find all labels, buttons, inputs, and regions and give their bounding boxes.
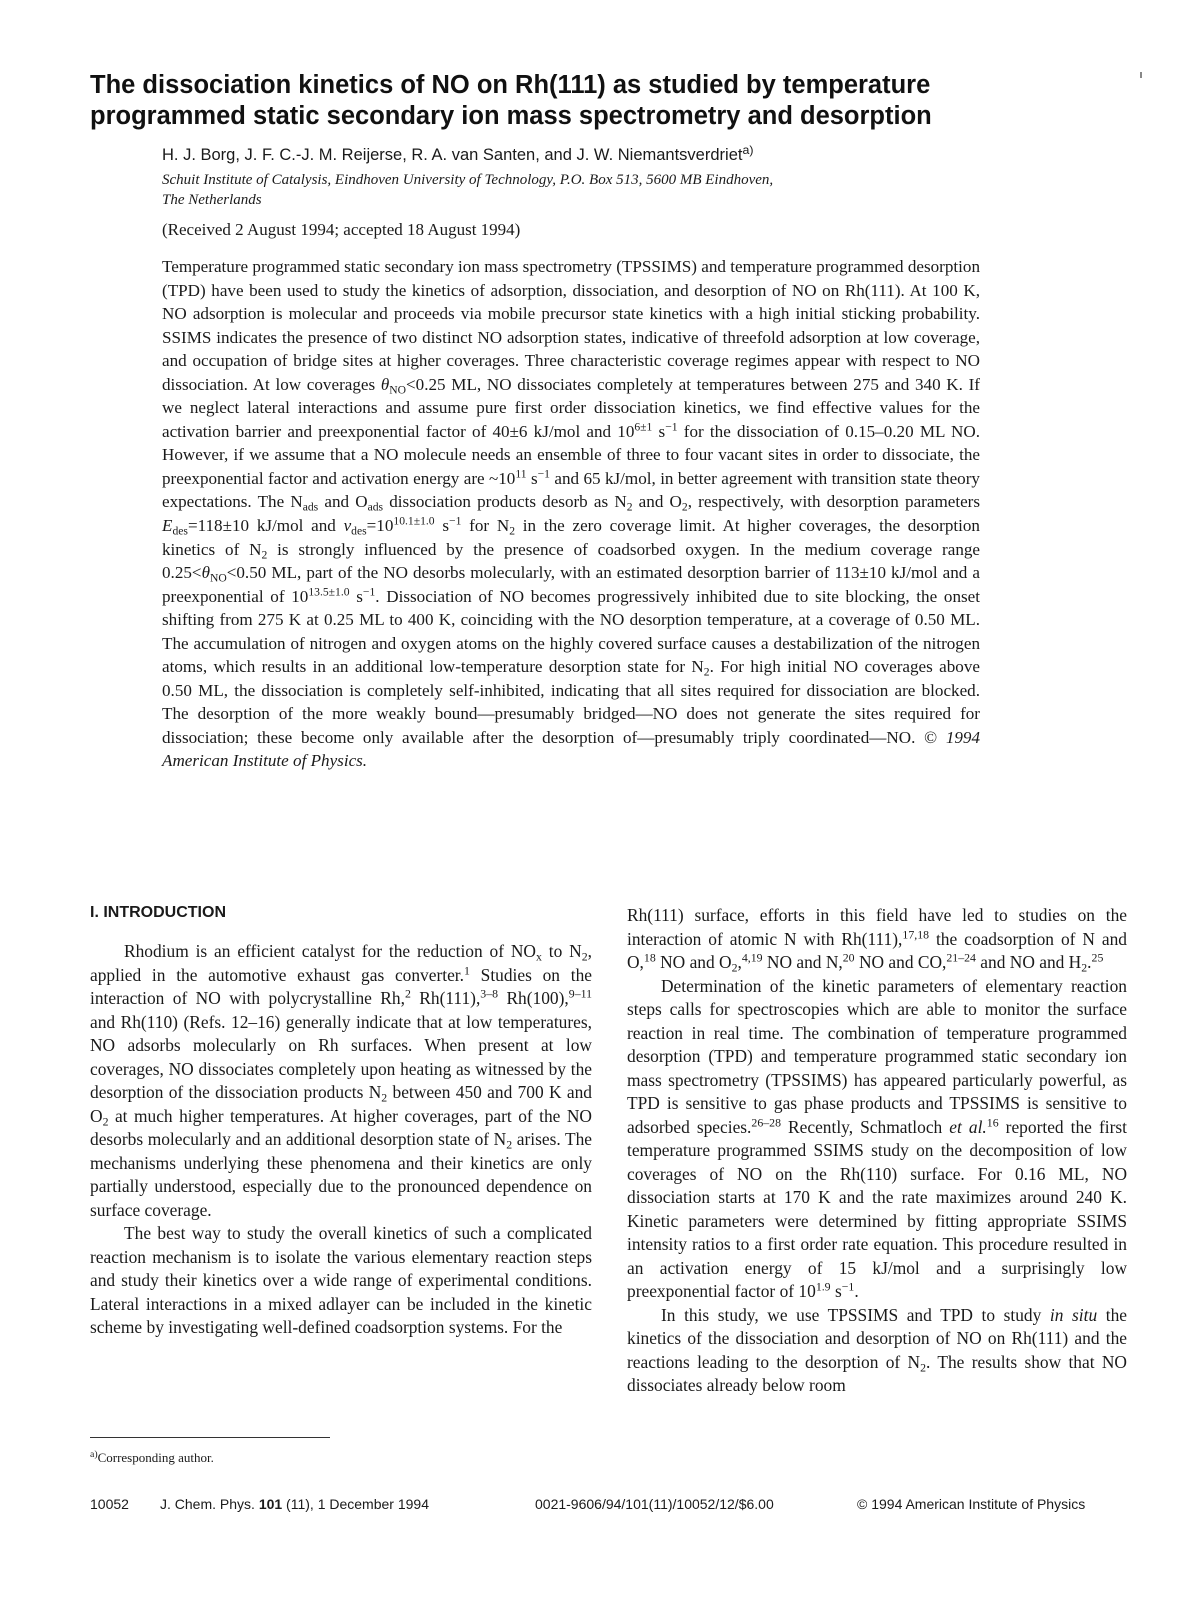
footnote [90, 1450, 214, 1466]
intro-paragraph-1: Rhodium is an efficient catalyst for the reduction of $NO_x$ to $N_2$, applied in the automotive exhaust gas converter.$^1$ Studies on the interaction of NO with polycrystalline Rh,$^2$ Rh(111),$^{3-8}$ Rh(100),$^{9-11}$ and Rh(110) (Refs. 12–16) generally indicate that at low temperatures, NO adsorbs molecularly on Rh surfaces. When present at low coverages, NO dissociates completely upon heating as witnessed by the desorption of the dissociation products $N_2$ between 450 and 700 K and $O_2$ at much higher temperatures. At higher coverages, part of the NO desorbs molecularly and an additional desorption state of $N_2$ arises. The mechanisms underlying these phenomena and their kinetics are only partially understood, especially due to the pronounced dependence on surface coverage. [90, 941, 592, 1220]
scan-mark [1140, 72, 1142, 78]
footer-copyright: © 1994 American Institute of Physics [857, 1496, 1086, 1512]
journal-citation: J. Chem. Phys. 101 (11), 1 December 1994 [160, 1496, 429, 1512]
author-list [162, 142, 754, 165]
footnote-mark: a) [90, 1449, 98, 1461]
intro-paragraph-5: In this study, we use TPSSIMS and TPD to study in situ the kinetics of the dissociation and desorption of NO on Rh(111) and the reactions leading to the desorption of $N_2$. The results show that NO dissociates already below room [627, 1304, 1127, 1395]
page-number: 10052 [90, 1496, 129, 1512]
intro-paragraph-2: The best way to study the overall kinetics of such a complicated reaction mechanism is to isolate the various elementary reaction steps and study their kinetics over a wide range of experimental conditions. Lateral interactions in a mixed adlayer can be included in the kinetic scheme by investigating well-defined coadsorption systems. For the [90, 1223, 592, 1337]
intro-column-right [627, 904, 1127, 1398]
abstract-copyright: 1994 American Institute of Physics. [162, 727, 980, 771]
section-heading-introduction: I. INTRODUCTION [90, 904, 226, 921]
author-footnote-mark: a) [742, 142, 754, 157]
affiliation [162, 170, 962, 210]
article-code: 0021-9606/94/101(11)/10052/12/$6.00 [535, 1496, 774, 1512]
affiliation-line-1: Schuit Institute of Catalysis, Eindhoven University of Technology, P.O. Box 513, 5600 MB Eindhoven, [162, 172, 774, 188]
received-date: (Received 2 August 1994; accepted 18 August 1994) [162, 220, 521, 239]
title-line-1: The dissociation kinetics of NO on Rh(111) as studied by temperature [90, 71, 931, 99]
abstract: Temperature programmed static secondary ion mass spectrometry (TPSSIMS) and temperature programmed desorption (TPD) have been used to study the kinetics of adsorption, dissociation, and desorption of NO on Rh(111). At 100 K, NO adsorption is molecular and proceeds via mobile precursor state kinetics with a high initial sticking probability. SSIMS indicates the presence of two distinct NO adsorption states, indicative of threefold adsorption at low coverage, and occupation of bridge sites at higher coverages. Three characteristic coverage regimes appear with respect to NO dissociation. At low coverages $\theta_{NO}<0.25$ ML, NO dissociates completely at temperatures between 275 and 340 K. If we neglect lateral interactions and assume pure first order dissociation kinetics, we find effective values for the activation barrier and preexponential factor of 40±6 kJ/mol and $10^{6\pm 1}$ $s^{-1}$ for the dissociation of 0.15–0.20 ML NO. However, if we assume that a NO molecule needs an ensemble of three to four vacant sites in order to dissociate, the preexponential factor and activation energy are $\sim 10^{11}$ $s^{-1}$ and 65 kJ/mol, in better agreement with transition state theory expectations. The $N_{ads}$ and $O_{ads}$ dissociation products desorb as $N_2$ and $O_2$, respectively, with desorption parameters $E_{des}=118\pm 10$ kJ/mol and $\nu_{des}=10^{10.1\pm 1.0}$ $s^{-1}$ for $N_2$ in the zero coverage limit. At higher coverages, the desorption kinetics of $N_2$ is strongly influenced by the presence of coadsorbed oxygen. In the medium coverage range $0.25<\theta_{NO}<0.50$ ML, part of the NO desorbs molecularly, with an estimated desorption barrier of 113±10 kJ/mol and a preexponential of $10^{13.5\pm 1.0}$ $s^{-1}$. Dissociation of NO becomes progressively inhibited due to site blocking, the onset shifting from 275 K at 0.25 ML to 400 K, coinciding with the NO desorption temperature, at a coverage of 0.50 ML. The accumulation of nitrogen and oxygen atoms on the highly covered surface causes a destabilization of the nitrogen atoms, which results in an additional low-temperature desorption state for $N_2$. For high initial NO coverages above 0.50 ML, the dissociation is completely self-inhibited, indicating that all sites required for dissociation are blocked. The desorption of the more weakly bound—presumably bridged—NO does not generate the sites required for dissociation; these become only available after the desorption of—presumably triply coordinated—NO. © 1994 American Institute of Physics. [162, 257, 981, 771]
title-line-2: programmed static secondary ion mass spectrometry and desorption [90, 102, 932, 130]
intro-column-left [90, 940, 592, 1340]
intro-paragraph-3: Rh(111) surface, efforts in this field have led to studies on the interaction of atomic N with Rh(111),$^{17,18}$ the coadsorption of N and O,$^{18}$ NO and $O_2,^{4,19}$ NO and N,$^{20}$ NO and CO,$^{21-24}$ and NO and $H_2.^{25}$ [627, 905, 1127, 975]
footnote-divider [90, 1437, 330, 1438]
article-title [90, 70, 1100, 132]
affiliation-line-2: The Netherlands [162, 192, 262, 208]
footnote-text: Corresponding author. [97, 1450, 214, 1465]
intro-paragraph-4: Determination of the kinetic parameters of elementary reaction steps calls for spectroscopies which are able to monitor the surface reaction in real time. The combination of temperature programmed desorption (TPD) and temperature programmed static secondary ion mass spectrometry (TPSSIMS) has appeared particularly powerful, as TPD is sensitive to gas phase products and TPSSIMS is sensitive to adsorbed species.$^{26-28}$ Recently, Schmatloch et al.$^{16}$ reported the first temperature programmed SSIMS study on the decomposition of low coverages of NO on the Rh(110) surface. For 0.16 ML, NO dissociation starts at 170 K and the rate maximizes around 240 K. Kinetic parameters were determined by fitting appropriate SSIMS intensity ratios to a first order rate equation. This procedure resulted in an activation energy of 15 kJ/mol and a surprisingly low preexponential factor of $10^{1.9}$ $s^{-1}$. [627, 975, 1127, 1301]
journal-volume: 101 [258, 1496, 283, 1512]
author-names: H. J. Borg, J. F. C.-J. M. Reijerse, R. A. van Santen, and J. W. Niemantsverdriet [162, 146, 743, 164]
